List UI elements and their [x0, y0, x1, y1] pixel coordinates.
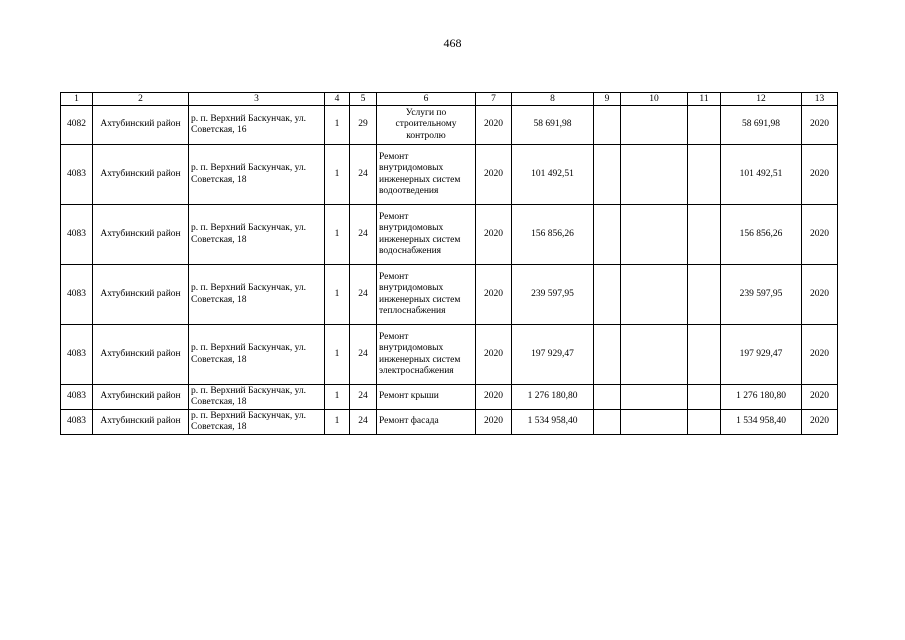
cell-work-type: Ремонт внутридомовых инженерных систем теплоснабжения: [377, 265, 476, 325]
cell-col11: [688, 145, 721, 205]
cell-col11: [688, 385, 721, 410]
column-number: 11: [688, 93, 721, 106]
column-number: 8: [512, 93, 594, 106]
cell-address: р. п. Верхний Баскунчак, ул. Советская, 16: [189, 106, 325, 145]
cell-col4: 1: [325, 265, 350, 325]
table-row: [61, 205, 838, 265]
cell-year: 2020: [476, 410, 512, 435]
cell-col11: [688, 325, 721, 385]
cell-id: 4083: [61, 410, 93, 435]
cell-col9: [594, 385, 621, 410]
cell-col9: [594, 106, 621, 145]
cell-col5: 24: [350, 385, 377, 410]
cell-district: Ахтубинский район: [93, 385, 189, 410]
column-number: 2: [93, 93, 189, 106]
column-number: 3: [189, 93, 325, 106]
table-row: [61, 265, 838, 325]
cell-col5: 24: [350, 145, 377, 205]
cell-total: 58 691,98: [721, 106, 802, 145]
cell-col5: 24: [350, 325, 377, 385]
column-number: 9: [594, 93, 621, 106]
cell-completion-year: 2020: [802, 325, 838, 385]
cell-col11: [688, 106, 721, 145]
cell-address: р. п. Верхний Баскунчак, ул. Советская, 18: [189, 325, 325, 385]
cell-col5: 24: [350, 410, 377, 435]
cell-total: 1 534 958,40: [721, 410, 802, 435]
cell-work-type: Ремонт фасада: [377, 410, 476, 435]
cell-completion-year: 2020: [802, 106, 838, 145]
cell-completion-year: 2020: [802, 410, 838, 435]
cell-col4: 1: [325, 325, 350, 385]
cell-col9: [594, 145, 621, 205]
cell-id: 4083: [61, 265, 93, 325]
column-number: 4: [325, 93, 350, 106]
cell-cost: 156 856,26: [512, 205, 594, 265]
cell-col9: [594, 410, 621, 435]
table-row: [61, 106, 838, 145]
cell-col4: 1: [325, 385, 350, 410]
cell-col10: [621, 106, 688, 145]
cell-completion-year: 2020: [802, 145, 838, 205]
cell-work-type: Ремонт внутридомовых инженерных систем водоснабжения: [377, 205, 476, 265]
cell-year: 2020: [476, 265, 512, 325]
cell-id: 4083: [61, 205, 93, 265]
cell-address: р. п. Верхний Баскунчак, ул. Советская, 18: [189, 385, 325, 410]
cell-col5: 24: [350, 265, 377, 325]
column-number: 6: [377, 93, 476, 106]
column-number: 5: [350, 93, 377, 106]
table-row: [61, 385, 838, 410]
cell-completion-year: 2020: [802, 385, 838, 410]
cell-col10: [621, 265, 688, 325]
column-number: 12: [721, 93, 802, 106]
cell-col11: [688, 205, 721, 265]
table-row: [61, 410, 838, 435]
cell-col10: [621, 410, 688, 435]
cell-address: р. п. Верхний Баскунчак, ул. Советская, 18: [189, 410, 325, 435]
cell-district: Ахтубинский район: [93, 265, 189, 325]
cell-total: 156 856,26: [721, 205, 802, 265]
cell-address: р. п. Верхний Баскунчак, ул. Советская, 18: [189, 265, 325, 325]
cell-col5: 29: [350, 106, 377, 145]
table-row: [61, 145, 838, 205]
cell-year: 2020: [476, 385, 512, 410]
cell-col9: [594, 325, 621, 385]
cell-cost: 239 597,95: [512, 265, 594, 325]
cell-work-type: Ремонт внутридомовых инженерных систем водоотведения: [377, 145, 476, 205]
cell-col4: 1: [325, 145, 350, 205]
registry-table: [60, 92, 838, 435]
cell-col9: [594, 265, 621, 325]
cell-district: Ахтубинский район: [93, 106, 189, 145]
cell-work-type: Ремонт крыши: [377, 385, 476, 410]
cell-col5: 24: [350, 205, 377, 265]
page-number: 468: [443, 36, 462, 50]
column-number: 7: [476, 93, 512, 106]
cell-col11: [688, 410, 721, 435]
cell-col4: 1: [325, 106, 350, 145]
cell-district: Ахтубинский район: [93, 325, 189, 385]
cell-cost: 1 534 958,40: [512, 410, 594, 435]
cell-col11: [688, 265, 721, 325]
cell-col4: 1: [325, 205, 350, 265]
cell-completion-year: 2020: [802, 265, 838, 325]
cell-id: 4082: [61, 106, 93, 145]
table-row: [61, 325, 838, 385]
cell-total: 197 929,47: [721, 325, 802, 385]
column-number: 1: [61, 93, 93, 106]
cell-id: 4083: [61, 145, 93, 205]
cell-cost: 101 492,51: [512, 145, 594, 205]
cell-col10: [621, 385, 688, 410]
column-number-row: [61, 93, 838, 106]
cell-address: р. п. Верхний Баскунчак, ул. Советская, 18: [189, 205, 325, 265]
cell-col10: [621, 205, 688, 265]
cell-address: р. п. Верхний Баскунчак, ул. Советская, 18: [189, 145, 325, 205]
cell-total: 239 597,95: [721, 265, 802, 325]
cell-district: Ахтубинский район: [93, 205, 189, 265]
cell-id: 4083: [61, 325, 93, 385]
cell-cost: 1 276 180,80: [512, 385, 594, 410]
column-number: 13: [802, 93, 838, 106]
cell-col4: 1: [325, 410, 350, 435]
cell-year: 2020: [476, 325, 512, 385]
column-number: 10: [621, 93, 688, 106]
cell-work-type: Услуги по строительному контролю: [377, 106, 476, 145]
cell-year: 2020: [476, 145, 512, 205]
cell-work-type: Ремонт внутридомовых инженерных систем электроснабжения: [377, 325, 476, 385]
cell-total: 1 276 180,80: [721, 385, 802, 410]
cell-district: Ахтубинский район: [93, 410, 189, 435]
cell-year: 2020: [476, 205, 512, 265]
cell-col10: [621, 325, 688, 385]
cell-cost: 197 929,47: [512, 325, 594, 385]
cell-completion-year: 2020: [802, 205, 838, 265]
cell-cost: 58 691,98: [512, 106, 594, 145]
cell-total: 101 492,51: [721, 145, 802, 205]
cell-col9: [594, 205, 621, 265]
cell-year: 2020: [476, 106, 512, 145]
cell-col10: [621, 145, 688, 205]
cell-district: Ахтубинский район: [93, 145, 189, 205]
cell-id: 4083: [61, 385, 93, 410]
